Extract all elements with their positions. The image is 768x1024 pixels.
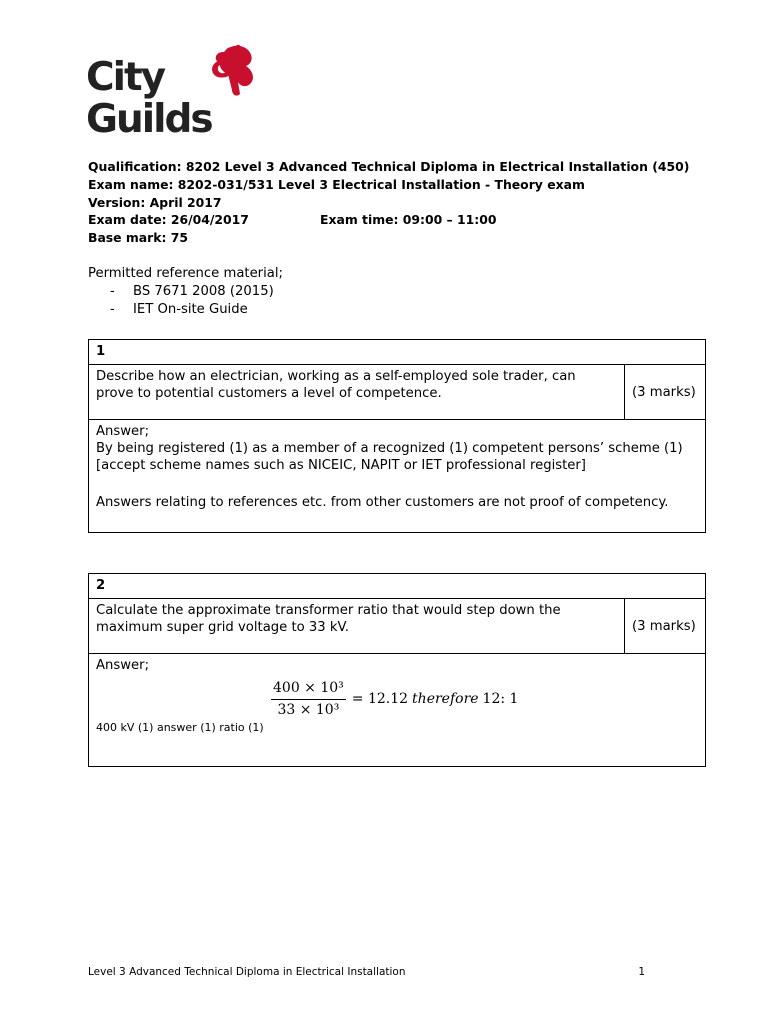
question-marks: (3 marks)	[625, 365, 706, 420]
exam-date-row	[88, 211, 689, 229]
formula-result: = 12.12	[351, 691, 409, 707]
question-1-table	[88, 339, 706, 533]
base-mark: Base mark: 75	[88, 230, 189, 246]
answer-cell	[89, 420, 706, 533]
fraction-denominator: 33 × 10³	[277, 702, 340, 718]
question-2-table	[88, 573, 706, 767]
reference-item: - BS 7671 2008 (2015)	[88, 283, 283, 301]
question-number: 2	[89, 574, 706, 599]
exam-date: Exam date: 26/04/2017	[88, 212, 249, 228]
question-text: Calculate the approximate transformer ratio that would step down the maximum super grid voltage to 33 kV.	[89, 599, 625, 654]
question-number: 1	[89, 340, 706, 365]
answer-note: Answers relating to references etc. from other customers are not proof of competency.	[96, 495, 669, 510]
question-marks: (3 marks)	[625, 599, 706, 654]
footer-title: Level 3 Advanced Technical Diploma in Electrical Installation	[88, 966, 406, 978]
logo-ampersand: &	[210, 46, 240, 86]
answer-label: Answer;	[96, 424, 150, 439]
reference-heading: Permitted reference material;	[88, 266, 283, 281]
fraction	[271, 680, 346, 719]
exam-meta	[88, 158, 689, 247]
page-number: 1	[638, 966, 645, 978]
fraction-numerator: 400 × 10³	[271, 680, 346, 700]
reference-list	[88, 283, 283, 319]
version: Version: April 2017	[88, 194, 222, 210]
formula-ratio: 12: 1	[482, 691, 519, 707]
exam-name: Exam name: 8202-031/531 Level 3 Electrical Installation - Theory exam	[88, 176, 585, 192]
exam-time: Exam time: 09:00 – 11:00	[320, 212, 497, 228]
logo-word-guilds: Guilds	[86, 97, 212, 142]
page-footer	[88, 966, 645, 978]
formula-therefore: therefore	[412, 691, 479, 707]
city-guilds-logo	[86, 44, 258, 142]
logo-word-city: City	[86, 55, 165, 100]
ratio-formula	[271, 680, 698, 719]
answer-text: By being registered (1) as a member of a recognized (1) competent persons’ scheme (1) [accept scheme names such as NICEIC, NAPIT or IET professional register]	[96, 441, 683, 473]
reference-item: - IET On-site Guide	[88, 301, 283, 319]
marking-note: 400 kV (1) answer (1) ratio (1)	[96, 721, 264, 734]
question-text: Describe how an electrician, working as a self-employed sole trader, can prove to potential customers a level of competence.	[89, 365, 625, 420]
answer-cell	[89, 654, 706, 767]
answer-label: Answer;	[96, 658, 150, 673]
reference-material	[88, 265, 283, 319]
qualification: Qualification: 8202 Level 3 Advanced Technical Diploma in Electrical Installation (450)	[88, 159, 690, 174]
